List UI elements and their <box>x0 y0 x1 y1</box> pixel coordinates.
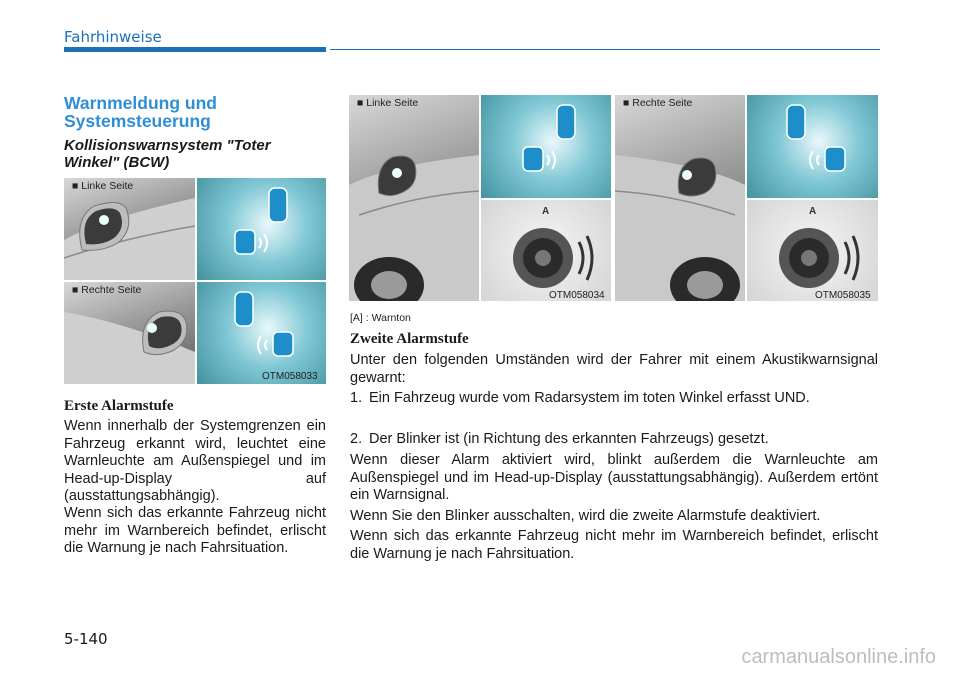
figure-code-car-right: OTM058035 <box>815 290 871 301</box>
list-item-1-text: Ein Fahrzeug wurde vom Radarsystem im toten Winkel erfasst UND. <box>369 390 810 406</box>
section-label: Fahrhinweise <box>64 28 162 46</box>
first-stage-heading: Erste Alarmstufe <box>64 398 174 414</box>
speaker-marker-left: A <box>542 206 550 217</box>
list-item-2-text: Der Blinker ist (in Richtung des erkannten Fahrzeugs) gesetzt. <box>369 431 769 447</box>
mirror-photo-right-side <box>64 282 195 384</box>
section-subtitle: Kollisionswarnsystem "Toter Winkel" (BCW) <box>64 137 271 171</box>
figure-label-car-left: ■ Linke Seite <box>357 97 419 109</box>
figure-label-right-side: ■ Rechte Seite <box>72 284 142 296</box>
first-stage-paragraph-2: Wenn sich das erkannte Fahrzeug nicht mehr im Warnbereich befindet, erlischt die Warnung je nach Fahrsituation. <box>64 505 326 556</box>
radar-illustration-car-left <box>481 95 611 198</box>
radar-illustration-car-right <box>747 95 878 198</box>
mirror-photo-left-side <box>64 178 195 280</box>
second-stage-paragraph-1: Wenn dieser Alarm aktiviert wird, blinkt außerdem die Warnleuchte am Außenspiegel und im Head-up-Display (ausstattungsabhängig). Außerdem ertönt ein Warnsignal. <box>350 452 878 503</box>
header-rule-thick <box>64 47 326 52</box>
header-rule-thin <box>330 49 880 50</box>
page-number: 5-140 <box>64 630 108 648</box>
list-item-2-number: 2. <box>350 431 363 447</box>
figure-code-car-left: OTM058034 <box>549 290 605 301</box>
figure-label-car-right: ■ Rechte Seite <box>623 97 693 109</box>
radar-illustration-left-side <box>197 178 326 280</box>
figure-label-left-side: ■ Linke Seite <box>72 180 134 192</box>
list-item-1-number: 1. <box>350 390 363 406</box>
second-stage-heading: Zweite Alarmstufe <box>350 331 469 347</box>
page-title: Warnmeldung und Systemsteuerung <box>64 93 217 131</box>
figure-code-left: OTM058033 <box>262 371 318 382</box>
watermark: carmanualsonline.info <box>741 646 936 668</box>
speaker-marker-right: A <box>809 206 817 217</box>
second-stage-intro: Unter den folgenden Umständen wird der Fahrer mit einem Akustikwarnsignal gewarnt: <box>350 352 878 386</box>
car-photo-right-side <box>615 95 745 301</box>
car-photo-left-side <box>349 95 479 301</box>
figure-legend: [A] : Warnton <box>350 312 411 324</box>
first-stage-paragraph-1: Wenn innerhalb der Systemgrenzen ein Fahrzeug erkannt wird, leuchtet eine Warnleuchte am Außenspiegel und im Head-up-Display auf (ausstattungsabhängig). <box>64 418 326 504</box>
radar-illustration-right-side <box>197 282 326 384</box>
second-stage-paragraph-2: Wenn Sie den Blinker ausschalten, wird die zweite Alarmstufe deaktiviert. <box>350 508 821 524</box>
second-stage-paragraph-3: Wenn sich das erkannte Fahrzeug nicht mehr im Warnbereich befindet, erlischt die Warnung je nach Fahrsituation. <box>350 528 878 562</box>
